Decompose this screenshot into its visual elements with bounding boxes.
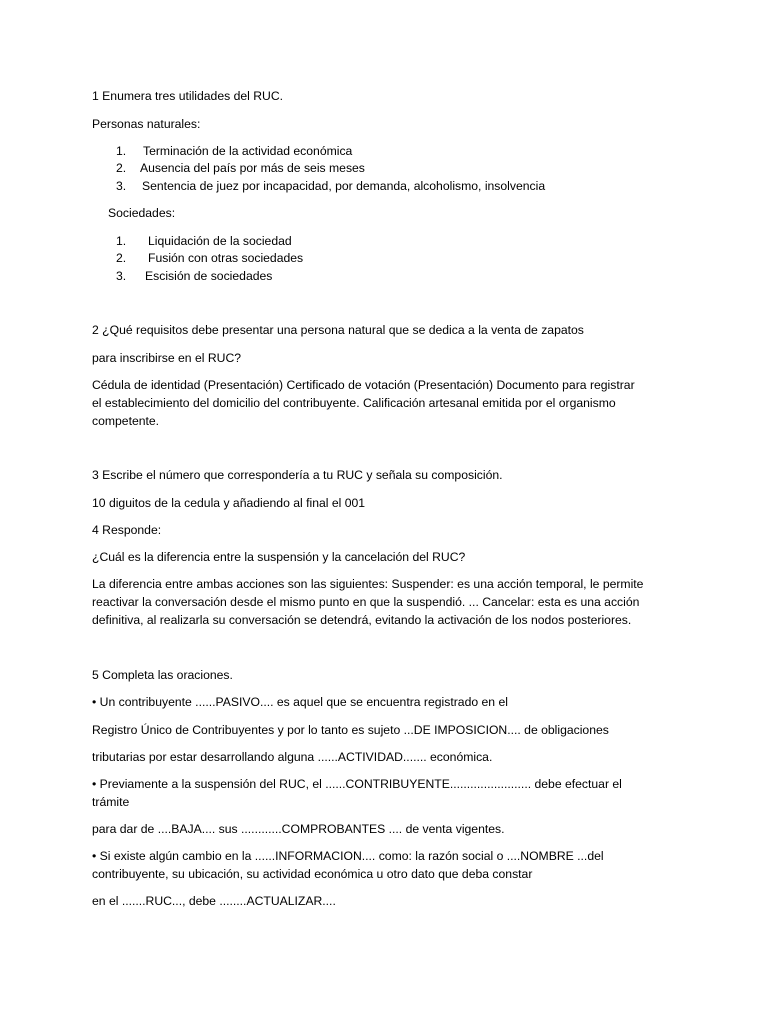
- sociedades-item-2-number: 2.: [116, 251, 127, 265]
- q5-line-4: • Previamente a la suspensión del RUC, el ......CONTRIBUYENTE........................ debe efectuar el: [92, 777, 622, 791]
- q2-answer-line-3: competente.: [92, 414, 160, 428]
- q5-line-1: • Un contribuyente ......PASIVO.... es aquel que se encuentra registrado en el: [92, 695, 508, 709]
- personas-item-3-number: 3.: [116, 179, 127, 193]
- q5-line-7: • Si existe algún cambio en la ......INFORMACION.... como: la razón social o ....NOMBRE ...del: [92, 849, 604, 863]
- sociedades-item-3: Escisión de sociedades: [145, 269, 273, 283]
- personas-item-3: Sentencia de juez por incapacidad, por demanda, alcoholismo, insolvencia: [142, 179, 546, 193]
- q4-answer-line-1: La diferencia entre ambas acciones son las siguientes: Suspender: es una acción temporal, le permite: [92, 577, 644, 591]
- q5-line-5: trámite: [92, 795, 130, 809]
- personas-label: Personas naturales:: [92, 117, 201, 131]
- q1-heading: 1 Enumera tres utilidades del RUC.: [92, 89, 284, 103]
- q3-heading: 3 Escribe el número que correspondería a tu RUC y señala su composición.: [92, 468, 503, 482]
- personas-item-1-number: 1.: [116, 144, 127, 158]
- sociedades-item-1-number: 1.: [116, 234, 127, 248]
- personas-item-2-number: 2.: [116, 161, 127, 175]
- q2-heading-line-2: para inscribirse en el RUC?: [92, 351, 242, 365]
- sociedades-item-3-number: 3.: [116, 269, 127, 283]
- q5-line-2: Registro Único de Contribuyentes y por lo tanto es sujeto ...DE IMPOSICION.... de obligaciones: [92, 723, 609, 737]
- q2-answer-line-2: el establecimiento del domicilio del contribuyente. Calificación artesanal emitida por el organismo: [92, 396, 616, 410]
- q3-answer: 10 diguitos de la cedula y añadiendo al final el 001: [92, 496, 366, 510]
- q5-line-8: contribuyente, su ubicación, su actividad económica u otro dato que deba constar: [92, 867, 533, 881]
- q4-heading: 4 Responde:: [92, 523, 162, 537]
- personas-item-1: Terminación de la actividad económica: [143, 144, 353, 158]
- q5-heading: 5 Completa las oraciones.: [92, 668, 233, 682]
- q5-line-9: en el .......RUC..., debe ........ACTUALIZAR....: [92, 894, 336, 908]
- q4-question: ¿Cuál es la diferencia entre la suspensión y la cancelación del RUC?: [92, 550, 466, 564]
- q5-line-6: para dar de ....BAJA.... sus ............COMPROBANTES .... de venta vigentes.: [92, 822, 505, 836]
- sociedades-item-1: Liquidación de la sociedad: [148, 234, 292, 248]
- q2-heading-line-1: 2 ¿Qué requisitos debe presentar una persona natural que se dedica a la venta de zapatos: [92, 323, 584, 337]
- q4-answer-line-3: definitiva, al realizarla su conversación se detendrá, evitando la activación de los nodos posteriores.: [92, 613, 632, 627]
- sociedades-label: Sociedades:: [108, 206, 176, 220]
- personas-item-2: Ausencia del país por más de seis meses: [140, 161, 365, 175]
- q5-line-3: tributarias por estar desarrollando alguna ......ACTIVIDAD....... económica.: [92, 750, 493, 764]
- sociedades-item-2: Fusión con otras sociedades: [148, 251, 304, 265]
- q2-answer-line-1: Cédula de identidad (Presentación) Certificado de votación (Presentación) Documento para registrar: [92, 378, 635, 392]
- q4-answer-line-2: reactivar la conversación desde el mismo punto en que la suspendió. ... Cancelar: esta es una acción: [92, 595, 640, 609]
